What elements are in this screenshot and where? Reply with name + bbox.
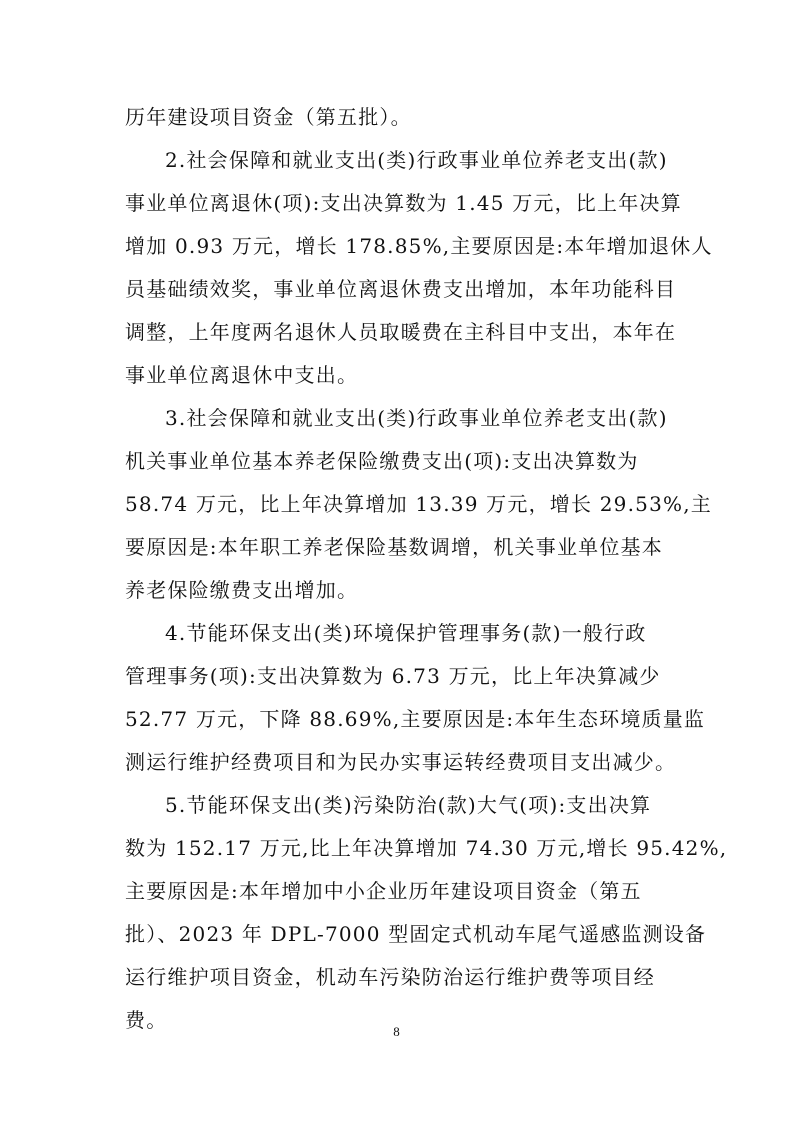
paragraph-start-line: 2.社会保障和就业支出(类)行政事业单位养老支出(款) [165, 148, 668, 172]
text-line: 测运行维护经费项目和为民办实事运转经费项目支出减少。 [125, 750, 677, 774]
text-line: 事业单位离退休中支出。 [125, 363, 359, 387]
paragraph-start-line: 4.节能环保支出(类)环境保护管理事务(款)一般行政 [165, 621, 647, 645]
text-line: 调整，上年度两名退休人员取暖费在主科目中支出，本年在 [125, 320, 677, 344]
text-line: 52.77 万元，下降 88.69%,主要原因是:本年生态环境质量监 [125, 707, 706, 731]
paragraph-start-line: 5.节能环保支出(类)污染防治(款)大气(项):支出决算 [165, 793, 652, 817]
text-line: 运行维护项目资金，机动车污染防治运行维护费等项目经 [125, 965, 655, 989]
text-line: 数为 152.17 万元,比上年决算增加 74.30 万元,增长 95.42%, [125, 836, 728, 860]
page-number: 8 [393, 1024, 400, 1039]
text-line: 机关事业单位基本养老保险缴费支出(项):支出决算数为 [125, 449, 639, 473]
text-line: 批）、2023 年 DPL-7000 型固定式机动车尾气遥感监测设备 [125, 922, 707, 946]
text-line: 增加 0.93 万元，增长 178.85%,主要原因是:本年增加退休人 [125, 234, 713, 258]
text-line: 员基础绩效奖，事业单位离退休费支出增加，本年功能科目 [125, 277, 677, 301]
text-line: 历年建设项目资金（第五批）。 [125, 105, 412, 129]
paragraph-start-line: 3.社会保障和就业支出(类)行政事业单位养老支出(款) [165, 406, 668, 430]
text-line: 事业单位离退休(项):支出决算数为 1.45 万元，比上年决算 [125, 191, 682, 215]
text-line: 费。 [125, 1008, 168, 1032]
text-line: 管理事务(项):支出决算数为 6.73 万元，比上年决算减少 [125, 664, 661, 688]
text-line: 主要原因是:本年增加中小企业历年建设项目资金（第五 [125, 879, 642, 903]
text-line: 养老保险缴费支出增加。 [125, 578, 359, 602]
text-line: 58.74 万元，比上年决算增加 13.39 万元，增长 29.53%,主 [125, 492, 712, 516]
text-line: 要原因是:本年职工养老保险基数调增，机关事业单位基本 [125, 535, 663, 559]
